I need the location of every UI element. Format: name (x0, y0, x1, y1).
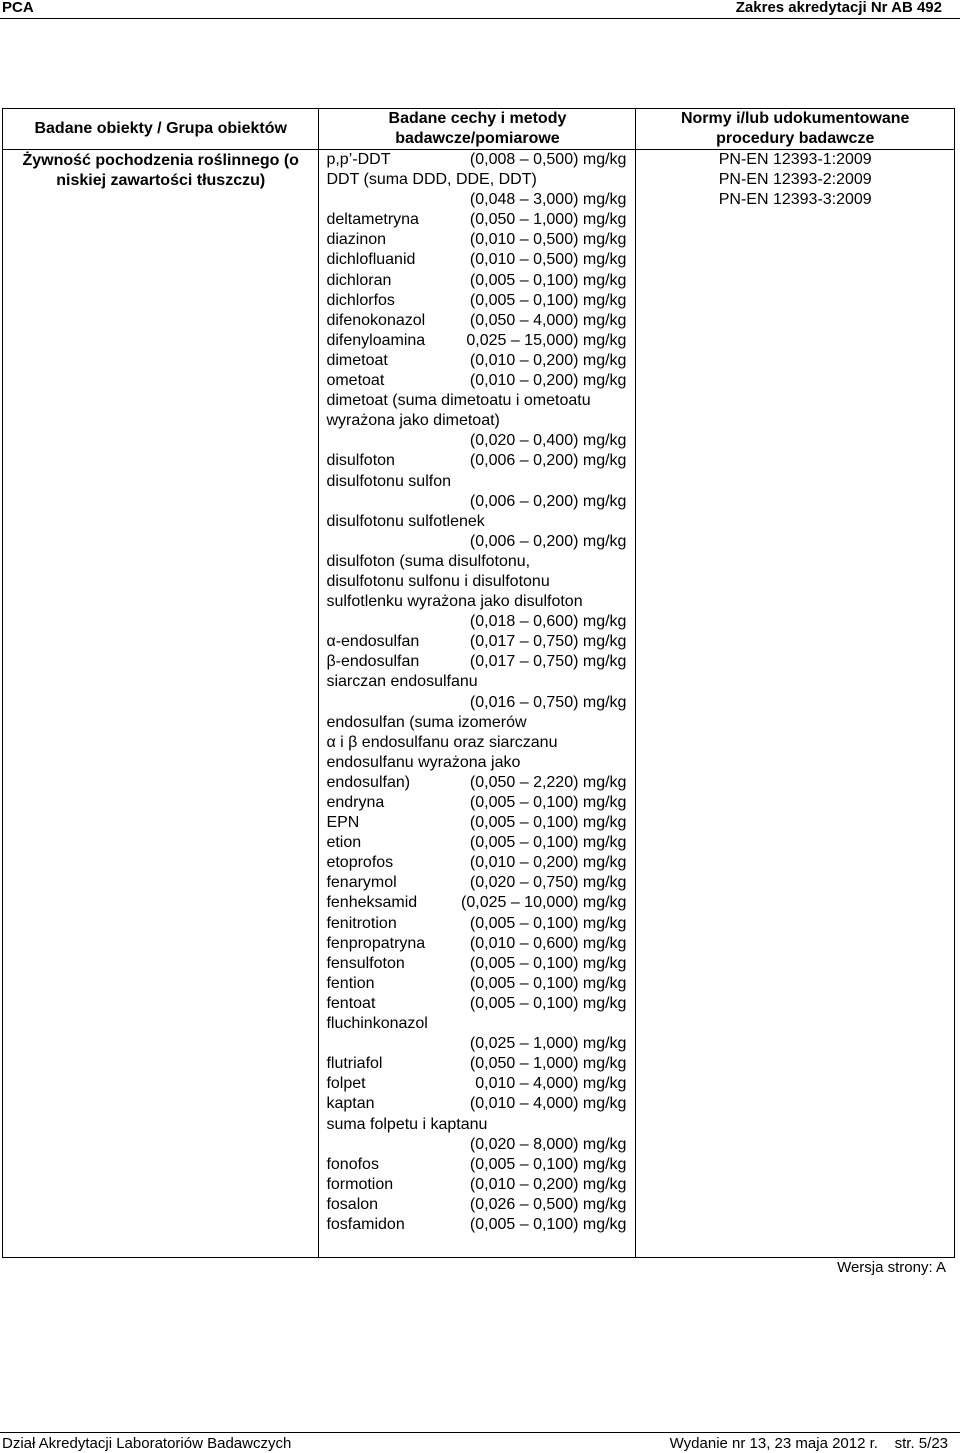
header-title: Zakres akredytacji Nr AB 492 (735, 0, 942, 16)
method-name: endosulfan) (326, 773, 411, 791)
method-name: fenheksamid (326, 894, 418, 912)
method-range: (0,005 – 0,100) mg/kg (469, 271, 627, 289)
method-row (326, 572, 626, 592)
method-row (326, 230, 626, 250)
method-row (326, 391, 626, 411)
method-range: (0,010 – 0,200) mg/kg (469, 372, 627, 390)
method-range: (0,005 – 0,100) mg/kg (469, 954, 627, 972)
method-row (326, 190, 626, 210)
method-row (326, 532, 626, 552)
method-range: (0,006 – 0,200) mg/kg (469, 532, 627, 550)
method-row (326, 411, 626, 431)
method-range: (0,020 – 0,750) mg/kg (469, 874, 627, 892)
method-row (326, 431, 626, 451)
method-name: fluchinkonazol (326, 1015, 428, 1033)
method-row (326, 672, 626, 692)
method-row (326, 833, 626, 853)
method-name: fention (326, 974, 375, 992)
method-name: dichlorfos (326, 291, 395, 309)
method-name: difenokonazol (326, 311, 426, 329)
method-range: (0,020 – 8,000) mg/kg (469, 1135, 627, 1153)
method-row (326, 1054, 626, 1074)
method-name: disulfoton (suma disulfotonu, (326, 552, 531, 570)
method-name: fonofos (326, 1155, 379, 1173)
method-name: dichlofluanid (326, 251, 416, 269)
method-name: folpet (326, 1075, 366, 1093)
method-row (326, 733, 626, 753)
method-range: 0,025 – 15,000) mg/kg (466, 331, 627, 349)
method-range: (0,008 – 0,500) mg/kg (469, 151, 627, 168)
table-header-row (3, 109, 955, 150)
method-row (326, 1155, 626, 1175)
method-row (326, 994, 626, 1014)
method-row (326, 612, 626, 632)
method-range: (0,048 – 3,000) mg/kg (469, 191, 627, 209)
method-name: disulfoton (326, 452, 395, 470)
method-name: fentoat (326, 994, 376, 1012)
method-row (326, 451, 626, 471)
method-range: (0,005 – 0,100) mg/kg (469, 994, 627, 1012)
method-row (326, 1195, 626, 1215)
method-row (326, 351, 626, 371)
method-name: fosalon (326, 1195, 379, 1213)
method-range: (0,017 – 0,750) mg/kg (469, 653, 627, 671)
method-name: diazinon (326, 231, 387, 249)
method-name: fenpropatryna (326, 934, 426, 952)
table-row (3, 150, 955, 1258)
method-range: (0,006 – 0,200) mg/kg (469, 452, 627, 470)
method-name: suma folpetu i kaptanu (326, 1115, 488, 1133)
method-name: flutriafol (326, 1055, 383, 1073)
accreditation-table (2, 108, 955, 1258)
method-row (326, 311, 626, 331)
method-row (326, 492, 626, 512)
method-row (326, 853, 626, 873)
method-name: deltametryna (326, 211, 419, 229)
method-name: difenyloamina (326, 331, 426, 349)
method-name: formotion (326, 1175, 394, 1193)
method-row (326, 150, 626, 170)
method-name: endryna (326, 794, 385, 811)
method-name: sulfotlenku wyrażona jako disulfoton (326, 593, 583, 611)
method-range: (0,005 – 0,100) mg/kg (469, 1155, 627, 1173)
method-range: (0,005 – 0,100) mg/kg (469, 1215, 627, 1233)
method-name: p,p’-DDT (326, 151, 391, 168)
method-name: α-endosulfan (326, 633, 420, 651)
method-name: disulfotonu sulfotlenek (326, 512, 485, 530)
method-row (326, 954, 626, 974)
method-name: dimetoat (326, 351, 388, 369)
method-name: disulfotonu sulfonu i disulfotonu (326, 572, 550, 590)
method-row (326, 1034, 626, 1054)
method-row (326, 472, 626, 492)
method-row (326, 512, 626, 532)
method-row (326, 652, 626, 672)
object-group: Żywność pochodzenia roślinnego (o niskiej zawartości tłuszczu) (3, 150, 319, 1258)
method-row (326, 1175, 626, 1195)
method-row (326, 250, 626, 270)
method-name: ometoat (326, 372, 385, 390)
method-range: 0,010 – 4,000) mg/kg (475, 1075, 627, 1093)
method-row (326, 592, 626, 612)
method-range: (0,050 – 1,000) mg/kg (469, 211, 627, 229)
method-row (326, 914, 626, 934)
footer-department: Dział Akredytacji Laboratoriów Badawczych (2, 1435, 292, 1452)
method-range: (0,010 – 0,500) mg/kg (469, 231, 627, 249)
method-range: (0,026 – 0,500) mg/kg (469, 1195, 627, 1213)
method-row (326, 1074, 626, 1094)
method-name: fensulfoton (326, 954, 405, 972)
norm-item: PN-EN 12393-1:2009 (718, 151, 872, 168)
method-row (326, 893, 626, 913)
method-row (326, 170, 626, 190)
method-range: (0,005 – 0,100) mg/kg (469, 974, 627, 992)
method-name: EPN (326, 814, 360, 832)
method-row (326, 552, 626, 572)
method-range: (0,050 – 2,220) mg/kg (469, 773, 627, 791)
method-row (326, 1215, 626, 1235)
method-name: dichloran (326, 271, 392, 289)
method-row (326, 331, 626, 351)
method-range: (0,005 – 0,100) mg/kg (469, 914, 627, 932)
method-range: (0,050 – 1,000) mg/kg (469, 1055, 627, 1073)
method-range: (0,005 – 0,100) mg/kg (469, 814, 627, 832)
method-range: (0,020 – 0,400) mg/kg (469, 432, 627, 450)
header-norms: Normy i/lub udokumentowane procedury badawcze (636, 109, 955, 150)
norms-list (636, 150, 955, 1258)
method-range: (0,005 – 0,100) mg/kg (469, 291, 627, 309)
method-range: (0,010 – 0,600) mg/kg (469, 934, 627, 952)
method-range: (0,016 – 0,750) mg/kg (469, 693, 627, 711)
method-range: (0,017 – 0,750) mg/kg (469, 633, 627, 651)
method-name: endosulfanu wyrażona jako (326, 753, 521, 771)
method-row (326, 291, 626, 311)
method-row (326, 1135, 626, 1155)
method-name: etoprofos (326, 854, 394, 872)
method-range: (0,025 – 1,000) mg/kg (469, 1035, 627, 1053)
method-range: (0,050 – 4,000) mg/kg (469, 311, 627, 329)
method-range: (0,010 – 0,200) mg/kg (469, 1175, 627, 1193)
method-range: (0,018 – 0,600) mg/kg (469, 613, 627, 631)
method-name: dimetoat (suma dimetoatu i ometoatu (326, 392, 591, 410)
page-version: Wersja strony: A (837, 1259, 946, 1276)
norm-item: PN-EN 12393-2:2009 (718, 171, 872, 188)
method-row (326, 873, 626, 893)
method-range: (0,006 – 0,200) mg/kg (469, 492, 627, 510)
method-range: (0,010 – 0,200) mg/kg (469, 854, 627, 872)
method-row (326, 713, 626, 733)
method-row (326, 773, 626, 793)
method-name: disulfotonu sulfon (326, 472, 451, 490)
method-row (326, 1115, 626, 1135)
method-range: (0,010 – 0,200) mg/kg (469, 351, 627, 369)
method-row (326, 271, 626, 291)
method-name: kaptan (326, 1095, 375, 1113)
method-name: β-endosulfan (326, 653, 420, 671)
method-row (326, 1014, 626, 1034)
method-name: fenitrotion (326, 914, 397, 932)
method-row (326, 371, 626, 391)
method-row (326, 210, 626, 230)
norm-item: PN-EN 12393-3:2009 (718, 191, 872, 208)
header-divider (0, 18, 960, 19)
method-name: siarczan endosulfanu (326, 673, 478, 691)
method-range: (0,005 – 0,100) mg/kg (469, 794, 627, 811)
method-row (326, 693, 626, 713)
footer-edition: Wydanie nr 13, 23 maja 2012 r. str. 5/23 (669, 1435, 948, 1452)
method-range: (0,010 – 4,000) mg/kg (469, 1095, 627, 1113)
header-objects: Badane obiekty / Grupa obiektów (3, 109, 319, 150)
method-row (326, 974, 626, 994)
method-range: (0,005 – 0,100) mg/kg (469, 834, 627, 852)
method-name: endosulfan (suma izomerów (326, 713, 527, 731)
method-row (326, 753, 626, 773)
methods-list (319, 150, 636, 1258)
method-name: DDT (suma DDD, DDE, DDT) (326, 171, 537, 189)
method-name: α i β endosulfanu oraz siarczanu (326, 733, 558, 751)
method-name: wyrażona jako dimetoat) (326, 412, 500, 430)
method-name: fenarymol (326, 874, 397, 892)
method-row (326, 1094, 626, 1114)
method-range: (0,025 – 10,000) mg/kg (461, 894, 627, 912)
method-row (326, 793, 626, 813)
header-methods: Badane cechy i metody badawcze/pomiarowe (319, 109, 636, 150)
method-row (326, 934, 626, 954)
header-org: PCA (2, 0, 34, 16)
method-range: (0,010 – 0,500) mg/kg (469, 251, 627, 269)
method-row (326, 632, 626, 652)
footer-divider (0, 1432, 960, 1433)
method-name: fosfamidon (326, 1215, 405, 1233)
method-row (326, 813, 626, 833)
method-name: etion (326, 834, 362, 852)
